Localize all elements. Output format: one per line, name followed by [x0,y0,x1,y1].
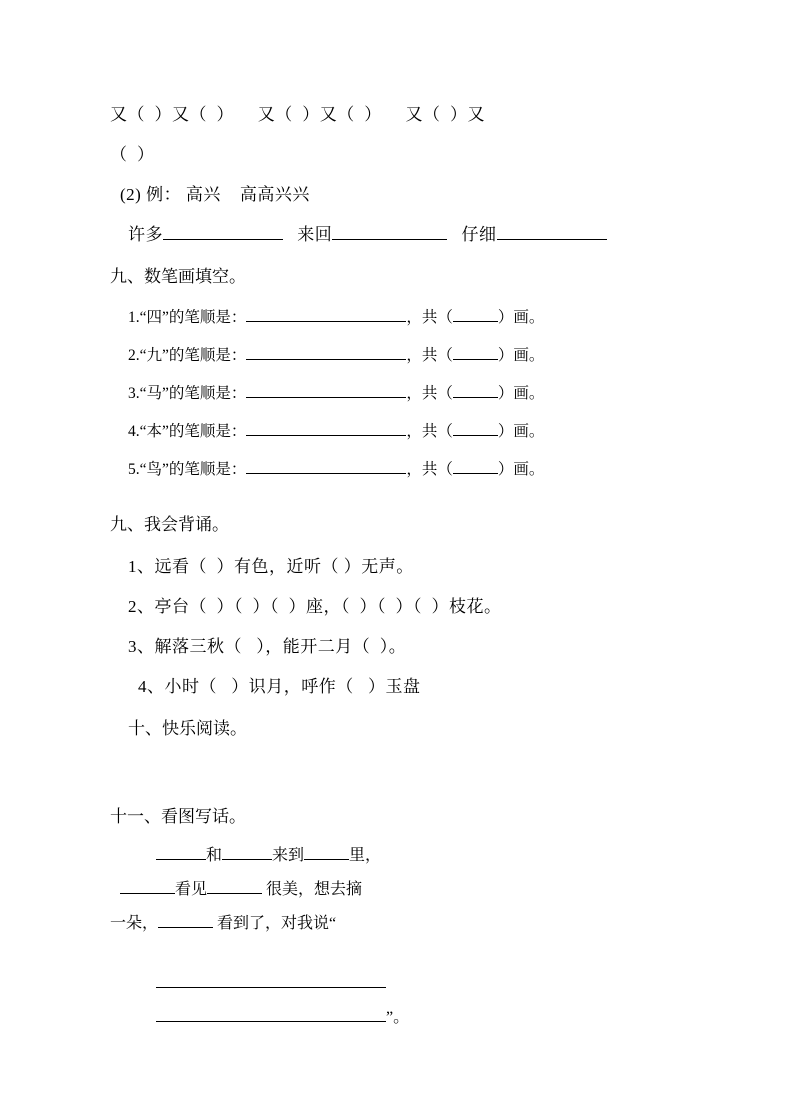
writing-answer-suffix: ”。 [386,1009,410,1026]
stroke-row-5-prefix: “鸟”的笔顺是： [139,461,247,478]
writing-line-3 [110,907,690,941]
stroke-row-4-mid: ，共（ [406,423,453,440]
recite-item-1: 1、远看（ ）有色，近听（ ）无声。 [128,557,414,576]
writing-text-1b: 来到 [272,847,305,864]
section-title-writing: 十一、看图写话。 [110,807,246,826]
writing-blank-2a[interactable] [120,877,175,894]
example-blank-2[interactable] [332,222,447,240]
worksheet-content [110,95,690,1035]
stroke-row-3-blank[interactable] [246,382,406,399]
writing-text-1a: 和 [206,847,223,864]
example-word-3: 仔细 [461,225,497,244]
example-lead: (2) 例： 高兴 高高兴兴 [120,185,310,204]
section-title-reading: 十、快乐阅读。 [128,719,247,738]
stroke-row-3-tail: ）画。 [497,385,545,402]
writing-answer-blank-2[interactable] [156,1005,386,1022]
writing-blank-2b[interactable] [207,877,262,894]
stroke-row-3-count-blank[interactable] [453,382,498,399]
stroke-row-3-no: 3. [128,385,140,402]
writing-blank-3a[interactable] [158,911,213,928]
stroke-row-5-no: 5. [128,461,140,478]
stroke-row-2 [110,337,690,375]
stroke-row-5-count-blank[interactable] [453,458,498,475]
example-blanks-row [110,215,690,255]
stroke-row-1-blank[interactable] [246,306,406,323]
writing-text-3b: 看到了，对我说“ [217,915,337,932]
example-word-1: 许多 [128,225,163,244]
writing-answer-area [110,839,690,873]
stroke-row-4 [110,413,690,451]
stroke-row-4-count-blank[interactable] [453,420,498,437]
section-title-recite: 九、我会背诵。 [110,515,229,534]
writing-blank-1a[interactable] [156,843,206,860]
writing-line-2 [120,873,690,907]
stroke-row-2-blank[interactable] [246,344,406,361]
writing-line-1 [156,839,690,873]
spacer-1 [110,489,690,503]
writing-blank-1c[interactable] [304,843,349,860]
spacer-3 [110,941,690,967]
stroke-row-3-prefix: “马”的笔顺是： [139,385,247,402]
writing-answer-blank-1[interactable] [156,971,386,988]
writing-answer-line-1 [156,967,690,1001]
recite-item-2: 2、亭台（ ）（ ）（ ）座，（ ）（ ）（ ）枝花。 [128,597,502,616]
stroke-row-3-mid: ，共（ [406,385,453,402]
example-blank-3[interactable] [497,222,607,240]
example-blank-1[interactable] [163,222,283,240]
recite-item-3: 3、解落三秋（ ），能开二月（ ）。 [128,637,407,656]
stroke-row-2-no: 2. [128,347,140,364]
writing-text-2b: 很美，想去摘 [266,881,363,898]
stroke-row-5-blank[interactable] [246,458,406,475]
writing-final-lines [110,967,690,1035]
stroke-row-1-prefix: “四”的笔顺是： [139,309,247,326]
stroke-row-1 [110,299,690,337]
pattern-line-1: 又（ ）又（ ） 又（ ）又（ ） 又（ ）又 [110,105,485,124]
stroke-row-3 [110,375,690,413]
stroke-row-1-tail: ）画。 [497,309,545,326]
stroke-row-1-mid: ，共（ [406,309,453,326]
example-word-2: 来回 [297,225,333,244]
stroke-row-5 [110,451,690,489]
stroke-row-4-blank[interactable] [246,420,406,437]
stroke-row-1-no: 1. [128,309,140,326]
stroke-row-2-mid: ，共（ [406,347,453,364]
writing-text-3a: 一朵， [110,915,159,932]
section-title-strokes: 九、数笔画填空。 [110,267,246,286]
pattern-line-2: （ ） [110,145,155,164]
stroke-row-2-count-blank[interactable] [453,344,498,361]
stroke-row-2-tail: ）画。 [497,347,545,364]
stroke-row-5-mid: ，共（ [406,461,453,478]
recite-item-4: 4、小时（ ）识月，呼作（ ）玉盘 [138,677,421,696]
writing-text-1c: 里， [349,847,382,864]
writing-answer-area-2 [110,873,690,907]
stroke-row-4-prefix: “本”的笔顺是： [139,423,247,440]
writing-blank-1b[interactable] [222,843,272,860]
stroke-row-4-no: 4. [128,423,140,440]
stroke-row-1-count-blank[interactable] [453,306,498,323]
stroke-row-2-prefix: “九”的笔顺是： [139,347,247,364]
stroke-row-5-tail: ）画。 [497,461,545,478]
writing-answer-area-3 [110,907,690,941]
writing-answer-line-2 [156,1001,690,1035]
stroke-row-4-tail: ）画。 [497,423,545,440]
writing-text-2a: 看见 [175,881,208,898]
spacer-2 [110,751,690,795]
